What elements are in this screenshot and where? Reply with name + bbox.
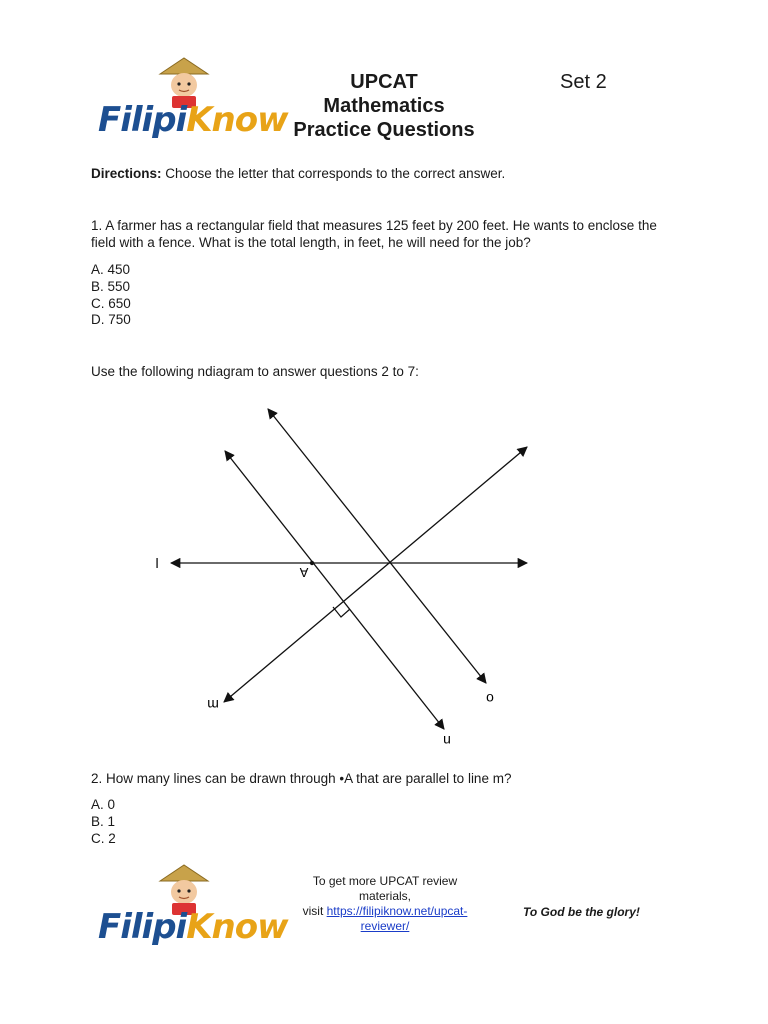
label-a: A [299, 565, 309, 580]
question-1-text: 1. A farmer has a rectangular field that measures 125 feet by 200 feet. He wants to enclose the field with a fence. What is the total length, in feet, he will need for the job? [91, 218, 657, 250]
directions-text: Choose the letter that corresponds to the correct answer. [161, 166, 506, 181]
line-m [224, 447, 527, 702]
point-a [310, 561, 314, 565]
promo-visit: visit [302, 904, 327, 918]
promo-line1: To get more UPCAT review [312, 874, 458, 888]
label-o: o [486, 691, 494, 707]
title-line2: Mathematics [323, 95, 445, 117]
label-m: m [207, 697, 219, 713]
page-title [274, 70, 494, 142]
q1-option-a: A. 450 [91, 262, 131, 277]
title-line1: UPCAT [350, 71, 418, 93]
directions [91, 166, 691, 183]
footer-promo [290, 874, 480, 934]
footer-logo-wordmark [98, 907, 288, 947]
question-2-text: 2. How many lines can be drawn through •A that are parallel to line m? [91, 771, 512, 786]
q1-option-b: B. 550 [91, 278, 131, 294]
q2-option-b: B. 1 [91, 813, 116, 829]
line-o [268, 409, 486, 683]
q2-option-c: C. 2 [91, 830, 116, 846]
label-n: n [443, 733, 451, 749]
title-line3: Practice Questions [293, 119, 475, 141]
q2-option-a: A. 0 [91, 797, 116, 812]
logo-wordmark [98, 100, 288, 140]
set-label: Set 2 [560, 71, 607, 93]
footer-logo-text-part1: Filipi [98, 907, 187, 947]
logo-text-part2: Know [186, 100, 288, 140]
promo-link-cont[interactable]: reviewer/ [360, 919, 410, 933]
question-2-options [91, 797, 116, 847]
q1-option-d: D. 750 [91, 312, 131, 328]
promo-link[interactable]: https://filipiknow.net/upcat- [326, 904, 468, 918]
footer-filipiknow-logo [94, 857, 288, 957]
footer-glory: To God be the glory! [523, 905, 640, 919]
promo-line2: materials, [358, 889, 411, 903]
question-1-options [91, 262, 131, 329]
label-l: l [155, 555, 159, 571]
directions-label: Directions: [91, 166, 162, 181]
q1-option-c: C. 650 [91, 295, 131, 311]
filipiknow-logo [94, 50, 288, 150]
diagram-intro: Use the following ndiagram to answer questions 2 to 7: [91, 364, 419, 379]
lines-diagram [0, 400, 768, 760]
footer-logo-text-part2: Know [186, 907, 288, 947]
logo-text-part1: Filipi [98, 100, 187, 140]
